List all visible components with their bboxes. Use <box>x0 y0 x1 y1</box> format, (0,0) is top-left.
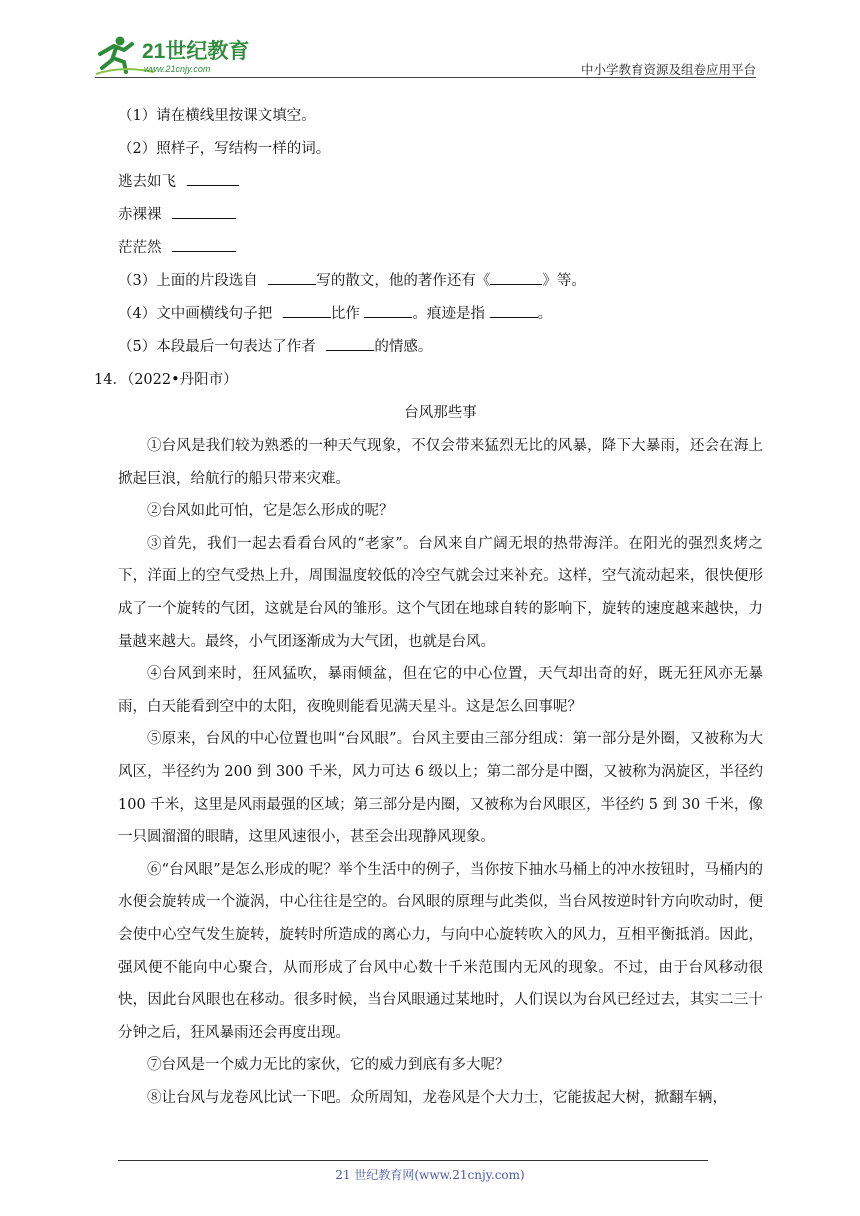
answer-blank[interactable] <box>490 301 538 318</box>
logo-text: 21世纪教育 <box>142 40 250 63</box>
answer-blank[interactable] <box>172 235 236 252</box>
q5-text-a: （5）本段最后一句表达了作者 <box>118 339 316 355</box>
word-label: 茫茫然 <box>118 240 162 256</box>
question-1: （1）请在横线里按课文填空。 <box>118 108 316 124</box>
paragraph-6: ⑥“台风眼”是怎么形成的呢？举个生活中的例子，当你按下抽水马桶上的冲水按钮时，马桶内的水便会旋转成一个漩涡，中心往往是空的。台风眼的原理与此类似，当台风按逆时针方向吹动时，便会使中心空气发生旋转，旋转时所造成的离心力，与向中心旋转吹入的风力，互相平衡抵消。因此，强风便不能向中心聚合，从而形成了台风中心数十千米范围内无风的现象。不过，由于台风移动很快，因此台风眼也在移动。很多时候，当台风眼通过某地时，人们误以为台风已经过去，其实二三十分钟之后，狂风暴雨还会再度出现。 <box>118 861 763 1041</box>
q4-text-a: （4）文中画横线句子把 <box>118 306 273 322</box>
answer-blank[interactable] <box>326 334 374 351</box>
paragraph-1: ①台风是我们较为熟悉的一种天气现象，不仅会带来猛烈无比的风暴，降下大暴雨，还会在海上掀起巨浪，给航行的船只带来灾难。 <box>118 438 763 487</box>
paragraph-7: ⑦台风是一个威力无比的家伙，它的威力到底有多大呢？ <box>147 1057 510 1074</box>
question-14-label: 14．（2022•丹阳市） <box>94 372 238 388</box>
paragraph-4: ④台风到来时，狂风猛吹，暴雨倾盆，但在它的中心位置，天气却出奇的好，既无狂风亦无暴雨，白天能看到空中的太阳，夜晚则能看见满天星斗。这是怎么回事呢？ <box>118 666 763 715</box>
word-label: 逃去如飞 <box>118 174 176 190</box>
answer-blank[interactable] <box>364 301 412 318</box>
paragraph-3: ③首先，我们一起去看看台风的“老家”。台风来自广阔无垠的热带海洋。在阳光的强烈炙烤之下，洋面上的空气受热上升，周围温度较低的冷空气就会过来补充。这样，空气流动起来，很快便形成了一个旋转的气团，这就是台风的雏形。这个气团在地球自转的影响下，旋转的速度越来越快，力量越来越大。最终，小气团逐渐成为大气团，也就是台风。 <box>118 535 763 650</box>
footer-divider <box>118 1160 708 1161</box>
answer-blank[interactable] <box>268 268 316 285</box>
answer-blank[interactable] <box>187 169 239 186</box>
answer-blank[interactable] <box>172 202 236 219</box>
q4-text-b: 比作 <box>330 306 360 322</box>
article-title: 台风那些事 <box>404 405 477 421</box>
paragraph-2: ②台风如此可怕，它是怎么形成的呢？ <box>147 503 394 520</box>
header-divider <box>95 77 756 78</box>
question-5 <box>118 331 763 364</box>
paragraph-5: ⑤原来，台风的中心位置也叫“台风眼”。台风主要由三部分组成：第一部分是外圈，又被称为大风区，半径约为 200 到 300 千米，风力可达 6 级以上；第二部分是中圈，又被称为涡旋区，半径约 100 千米，这里是风雨最强的区域；第三部分是内圈，又被称为台风眼区，半径约 5 到 30 千米，像一只圆溜溜的眼睛，这里风速很小，甚至会出现静风现象。 <box>118 731 763 846</box>
q4-text-c: 。痕迹是指 <box>412 306 485 322</box>
question-2: （2）照样子，写结构一样的词。 <box>118 141 331 157</box>
word-example-2 <box>118 199 763 232</box>
q3-text-b: 写的散文，他的著作还有《 <box>316 273 491 289</box>
logo-21cnjy <box>94 34 264 80</box>
logo-url: www.21cnjy.com <box>144 64 211 74</box>
question-4 <box>118 298 763 331</box>
word-example-3 <box>118 232 763 265</box>
document-body <box>94 100 763 1114</box>
q3-text-a: （3）上面的片段选自 <box>118 273 258 289</box>
word-label: 赤裸裸 <box>118 207 162 223</box>
question-3 <box>118 265 763 298</box>
q4-text-d: 。 <box>537 306 553 322</box>
page-header <box>0 0 860 82</box>
platform-name: 中小学教育资源及组卷应用平台 <box>580 62 756 77</box>
q5-text-b: 的情感。 <box>374 339 433 355</box>
q3-text-c: 》等。 <box>542 273 586 289</box>
answer-blank[interactable] <box>490 268 542 285</box>
page-footer: 21 世纪教育网(www.21cnjy.com) <box>335 1168 525 1182</box>
word-example-1 <box>118 166 763 199</box>
answer-blank[interactable] <box>283 301 331 318</box>
paragraph-8: ⑧让台风与龙卷风比试一下吧。众所周知，龙卷风是个大力士，它能拔起大树，掀翻车辆， <box>147 1089 727 1106</box>
